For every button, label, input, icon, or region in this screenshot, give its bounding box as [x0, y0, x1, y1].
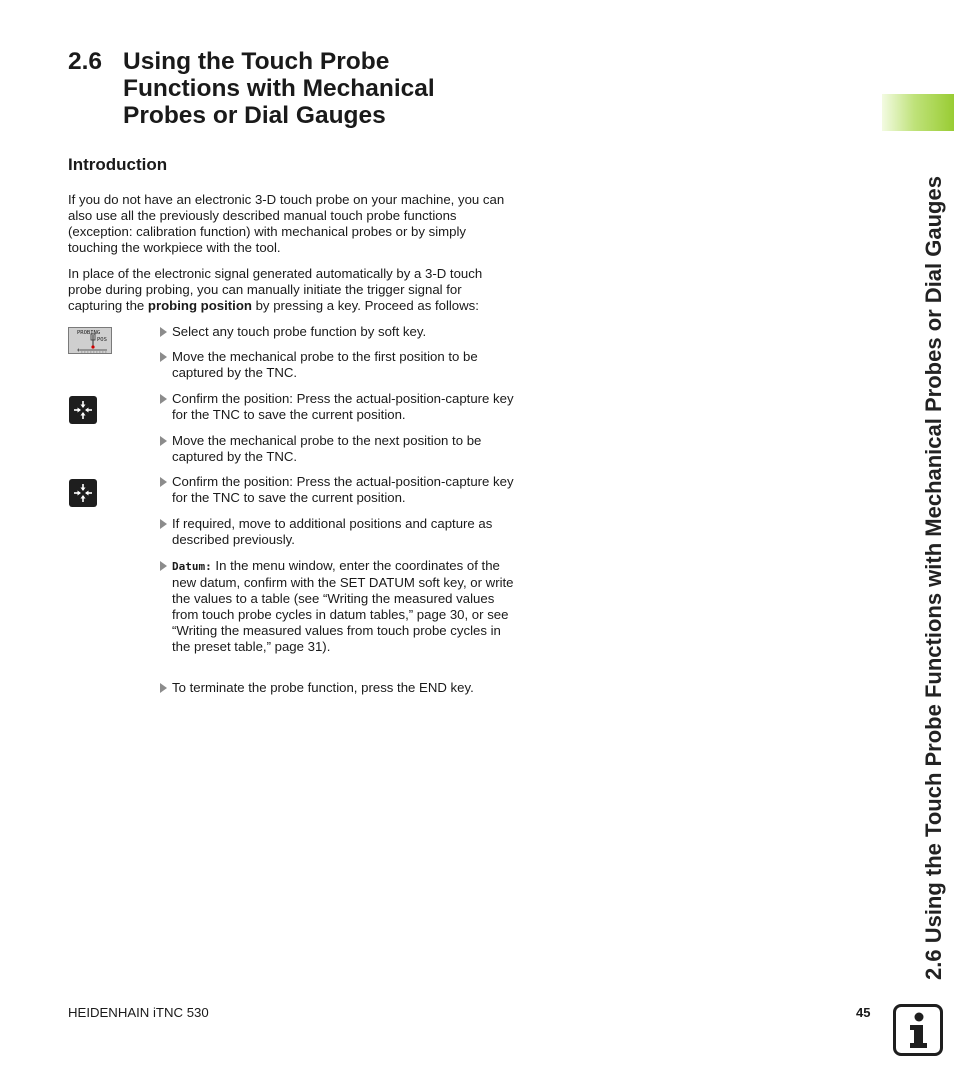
softkey-label-line-2: POS [97, 337, 107, 343]
bullet-arrow-icon [160, 436, 167, 446]
page-number: 45 [856, 1005, 871, 1020]
section-title-line-1: Using the Touch Probe [123, 48, 390, 75]
section-title-line-3: Probes or Dial Gauges [123, 102, 386, 129]
actual-position-capture-key-icon [69, 479, 97, 507]
step-datum: Datum: In the menu window, enter the coordinates of the new datum, confirm with the SET DATUM soft key, or write the values to a table (see “Writing the measured values from touch probe cycles in datum tables,” page 30, or see “Writing the measured values from touch probe cycles in the preset table,” page 31). [160, 558, 515, 655]
bullet-arrow-icon [160, 561, 167, 571]
info-icon [893, 1004, 943, 1056]
softkey-label-line-1: PROBING [77, 330, 101, 336]
step-select-function: Select any touch probe function by soft key. [160, 324, 515, 340]
probing-pos-softkey-icon [68, 327, 112, 354]
probing-position-term: probing position [147, 298, 252, 313]
section-number: 2.6 [68, 48, 103, 75]
step-confirm-position-2: Confirm the position: Press the actual-position-capture key for the TNC to save the current position. [160, 474, 515, 506]
footer-product-name: HEIDENHAIN iTNC 530 [68, 1005, 209, 1020]
intro-paragraph-1: If you do not have an electronic 3-D touch probe on your machine, you can also use all the previously described manual touch probe functions (exception: calibration function) with mechanical probes or by simply touching the workpiece with the tool. [68, 192, 505, 255]
sidebar-chapter-title: 2.6 Using the Touch Probe Functions with Mechanical Probes or Dial Gauges [921, 176, 946, 980]
step-confirm-position-1: Confirm the position: Press the actual-position-capture key for the TNC to save the current position. [160, 391, 515, 423]
intro-paragraph-2: In place of the electronic signal generated automatically by a 3-D touch probe during probing, you can manually initiate the trigger signal for capturing the probing position by pressing a key. Proceed as follows: [68, 266, 483, 313]
step-move-first-position: Move the mechanical probe to the first position to be captured by the TNC. [160, 349, 515, 381]
step-terminate: To terminate the probe function, press the END key. [160, 680, 515, 696]
step-additional-positions: If required, move to additional positions and capture as described previously. [160, 516, 515, 548]
bullet-arrow-icon [160, 683, 167, 693]
bullet-arrow-icon [160, 352, 167, 362]
introduction-heading: Introduction [68, 155, 168, 174]
section-title [68, 48, 508, 129]
bullet-arrow-icon [160, 327, 167, 337]
bullet-arrow-icon [160, 394, 167, 404]
datum-label: Datum: [172, 560, 212, 573]
step-move-next-position: Move the mechanical probe to the next position to be captured by the TNC. [160, 433, 515, 465]
chapter-tab [882, 94, 954, 131]
bullet-arrow-icon [160, 477, 167, 487]
actual-position-capture-key-icon [69, 396, 97, 424]
section-title-line-2: Functions with Mechanical [123, 75, 435, 102]
bullet-arrow-icon [160, 519, 167, 529]
